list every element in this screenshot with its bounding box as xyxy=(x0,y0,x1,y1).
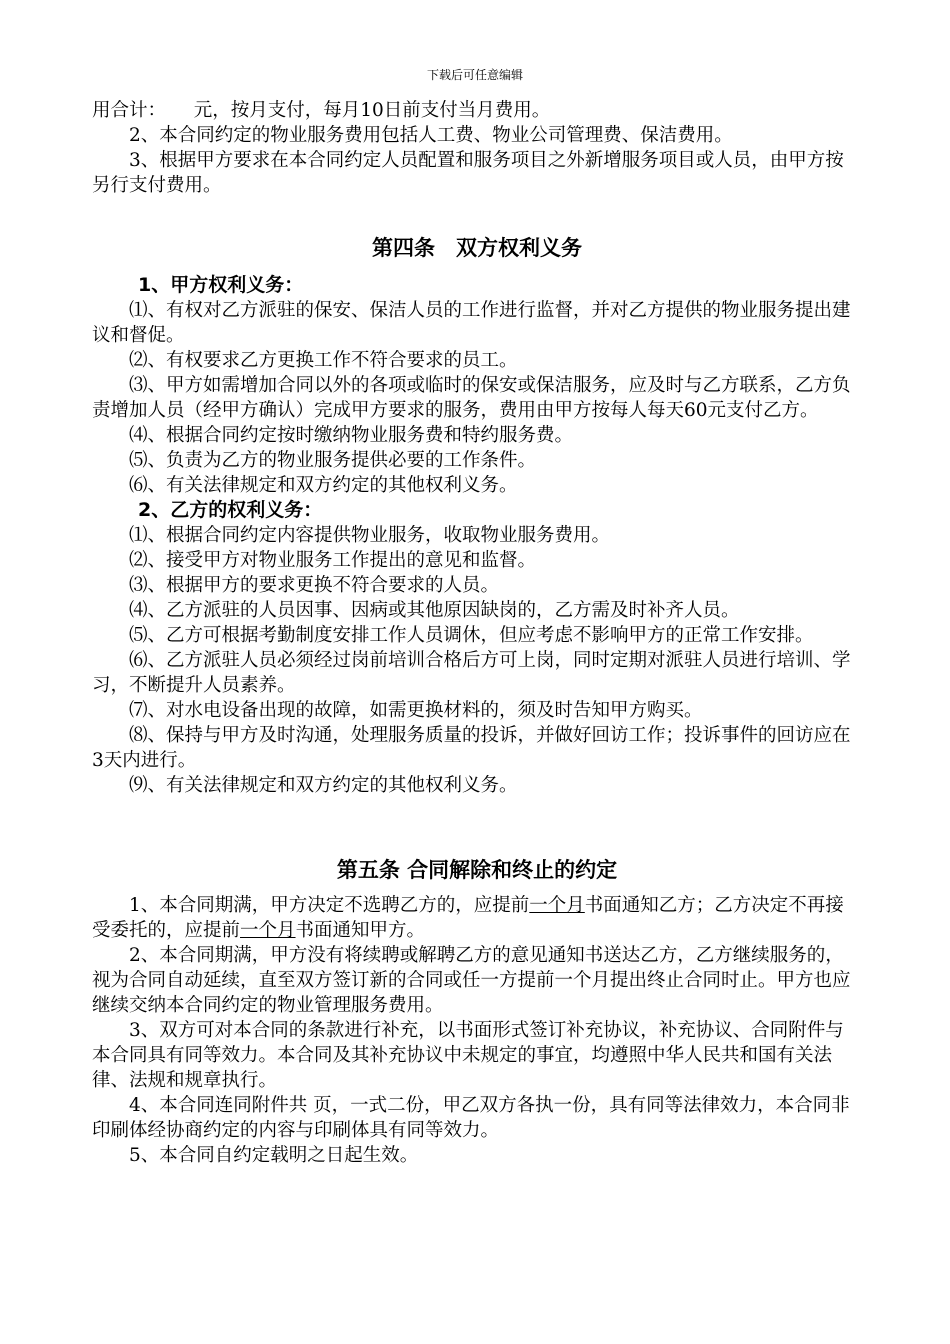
article-5-paragraph: 4、本合同连同附件共 页，一式二份，甲乙双方各执一份，具有同等法律效力，本合同非印刷体经协商约定的内容与印刷体具有同等效力。 xyxy=(92,1095,850,1141)
party-b-item: ⑷、乙方派驻的人员因事、因病或其他原因缺岗的，乙方需及时补齐人员。 xyxy=(129,600,740,621)
text-run: 1、本合同期满，甲方决定不选聘乙方的，应提前 xyxy=(129,895,530,916)
party-a-item: ⑶、甲方如需增加合同以外的各项或临时的保安或保洁服务，应及时与乙方联系，乙方负责增加人员（经甲方确认）完成甲方要求的服务，费用由甲方按每人每天60元支付乙方。 xyxy=(92,375,851,421)
paragraph-intro-3: 3、根据甲方要求在本合同约定人员配置和服务项目之外新增服务项目或人员，由甲方按另行支付费用。 xyxy=(92,150,844,196)
text-run: 书面通知甲方。 xyxy=(295,920,426,941)
article-4-title: 第四条 双方权利义务 xyxy=(372,236,582,260)
party-a-item: ⑵、有权要求乙方更换工作不符合要求的员工。 xyxy=(129,350,518,371)
paragraph-intro-2: 2、本合同约定的物业服务费用包括人工费、物业公司管理费、保洁费用。 xyxy=(129,125,733,146)
party-b-item: ⑻、保持与甲方及时沟通，处理服务质量的投诉，并做好回访工作；投诉事件的回访应在3天内进行。 xyxy=(92,725,851,771)
party-b-title: 2、乙方的权利义务： xyxy=(138,499,323,521)
party-b-item: ⑹、乙方派驻人员必须经过岗前培训合格后方可上岗，同时定期对派驻人员进行培训、学习，不断提升人员素养。 xyxy=(92,650,851,696)
article-5-paragraph: 3、双方可对本合同的条款进行补充，以书面形式签订补充协议，补充协议、合同附件与本合同具有同等效力。本合同及其补充协议中未规定的事宜，均遵照中华人民共和国有关法律、法规和规章执行。 xyxy=(92,1020,844,1091)
document-body xyxy=(92,98,862,1168)
party-a-title: 1、甲方权利义务： xyxy=(138,274,304,296)
party-a-item: ⑷、根据合同约定按时缴纳物业服务费和特约服务费。 xyxy=(129,425,574,446)
article-5-title: 第五条 合同解除和终止的约定 xyxy=(336,858,618,882)
article-5-paragraph: 2、本合同期满，甲方没有将续聘或解聘乙方的意见通知书送达乙方，乙方继续服务的，视为合同自动延续，直至双方签订新的合同或任一方提前一个月提出终止合同时止。甲方也应继续交纳本合同约定的物业管理服务费用。 xyxy=(92,945,851,1016)
text-run: 书面通知乙方；乙方决定不再接受委托的，应提前 xyxy=(92,895,844,941)
party-b-item: ⑴、根据合同约定内容提供物业服务，收取物业服务费用。 xyxy=(129,525,611,546)
party-b-item: ⑸、乙方可根据考勤制度安排工作人员调休，但应考虑不影响甲方的正常工作安排。 xyxy=(129,625,814,646)
article-5-paragraph-1 xyxy=(92,893,862,943)
underlined-blank: 一个月 xyxy=(529,895,585,916)
party-a-item: ⑴、有权对乙方派驻的保安、保洁人员的工作进行监督，并对乙方提供的物业服务提出建议和督促。 xyxy=(92,300,851,346)
page-header: 下载后可任意编辑 xyxy=(426,68,523,82)
party-b-item: ⑺、对水电设备出现的故障，如需更换材料的，须及时告知甲方购买。 xyxy=(129,700,703,721)
party-b-item: ⑵、接受甲方对物业服务工作提出的意见和监督。 xyxy=(129,550,537,571)
party-b-item: ⑶、根据甲方的要求更换不符合要求的人员。 xyxy=(129,575,500,596)
underlined-blank: 一个月 xyxy=(240,920,296,941)
paragraph-intro-1: 用合计： 元，按月支付，每月10日前支付当月费用。 xyxy=(92,100,551,121)
party-a-item: ⑸、负责为乙方的物业服务提供必要的工作条件。 xyxy=(129,450,537,471)
article-5-paragraph: 5、本合同自约定载明之日起生效。 xyxy=(129,1145,419,1166)
party-a-item: ⑹、有关法律规定和双方约定的其他权利义务。 xyxy=(129,475,518,496)
party-b-item: ⑼、有关法律规定和双方约定的其他权利义务。 xyxy=(129,775,518,796)
